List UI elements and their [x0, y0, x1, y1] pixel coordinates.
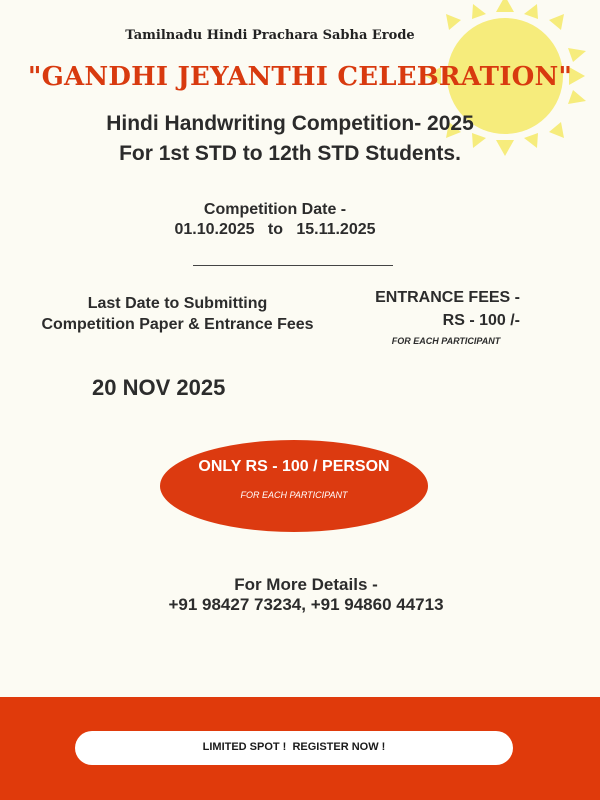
eligibility-subtitle: For 1st STD to 12th STD Students.	[119, 142, 461, 165]
last-date-value: 20 NOV 2025	[92, 375, 226, 400]
price-highlight-text: ONLY RS - 100 / PERSON	[198, 458, 390, 475]
price-highlight-note: FOR EACH PARTICIPANT	[240, 490, 348, 500]
event-title: "GANDHI JEYANTHI CELEBRATION"	[27, 62, 573, 92]
competition-subtitle: Hindi Handwriting Competition- 2025	[106, 112, 474, 135]
price-highlight-oval	[160, 440, 428, 532]
contact-label: For More Details -	[234, 575, 378, 594]
entrance-fees-value: RS - 100 /-	[442, 312, 520, 329]
entrance-fees-note: FOR EACH PARTICIPANT	[391, 336, 501, 346]
competition-date-label: Competition Date -	[203, 201, 347, 218]
register-cta-label: LIMITED SPOT ! REGISTER NOW !	[202, 741, 386, 753]
divider	[193, 265, 393, 266]
competition-date-range: 01.10.2025 to 15.11.2025	[174, 221, 376, 238]
entrance-fees-label: ENTRANCE FEES -	[375, 289, 520, 306]
organization-name: Tamilnadu Hindi Prachara Sabha Erode	[125, 28, 415, 43]
last-date-label: Last Date to Submitting Competition Paper & Entrance Fees	[41, 295, 314, 333]
contact-numbers: +91 98427 73234, +91 94860 44713	[168, 595, 444, 614]
